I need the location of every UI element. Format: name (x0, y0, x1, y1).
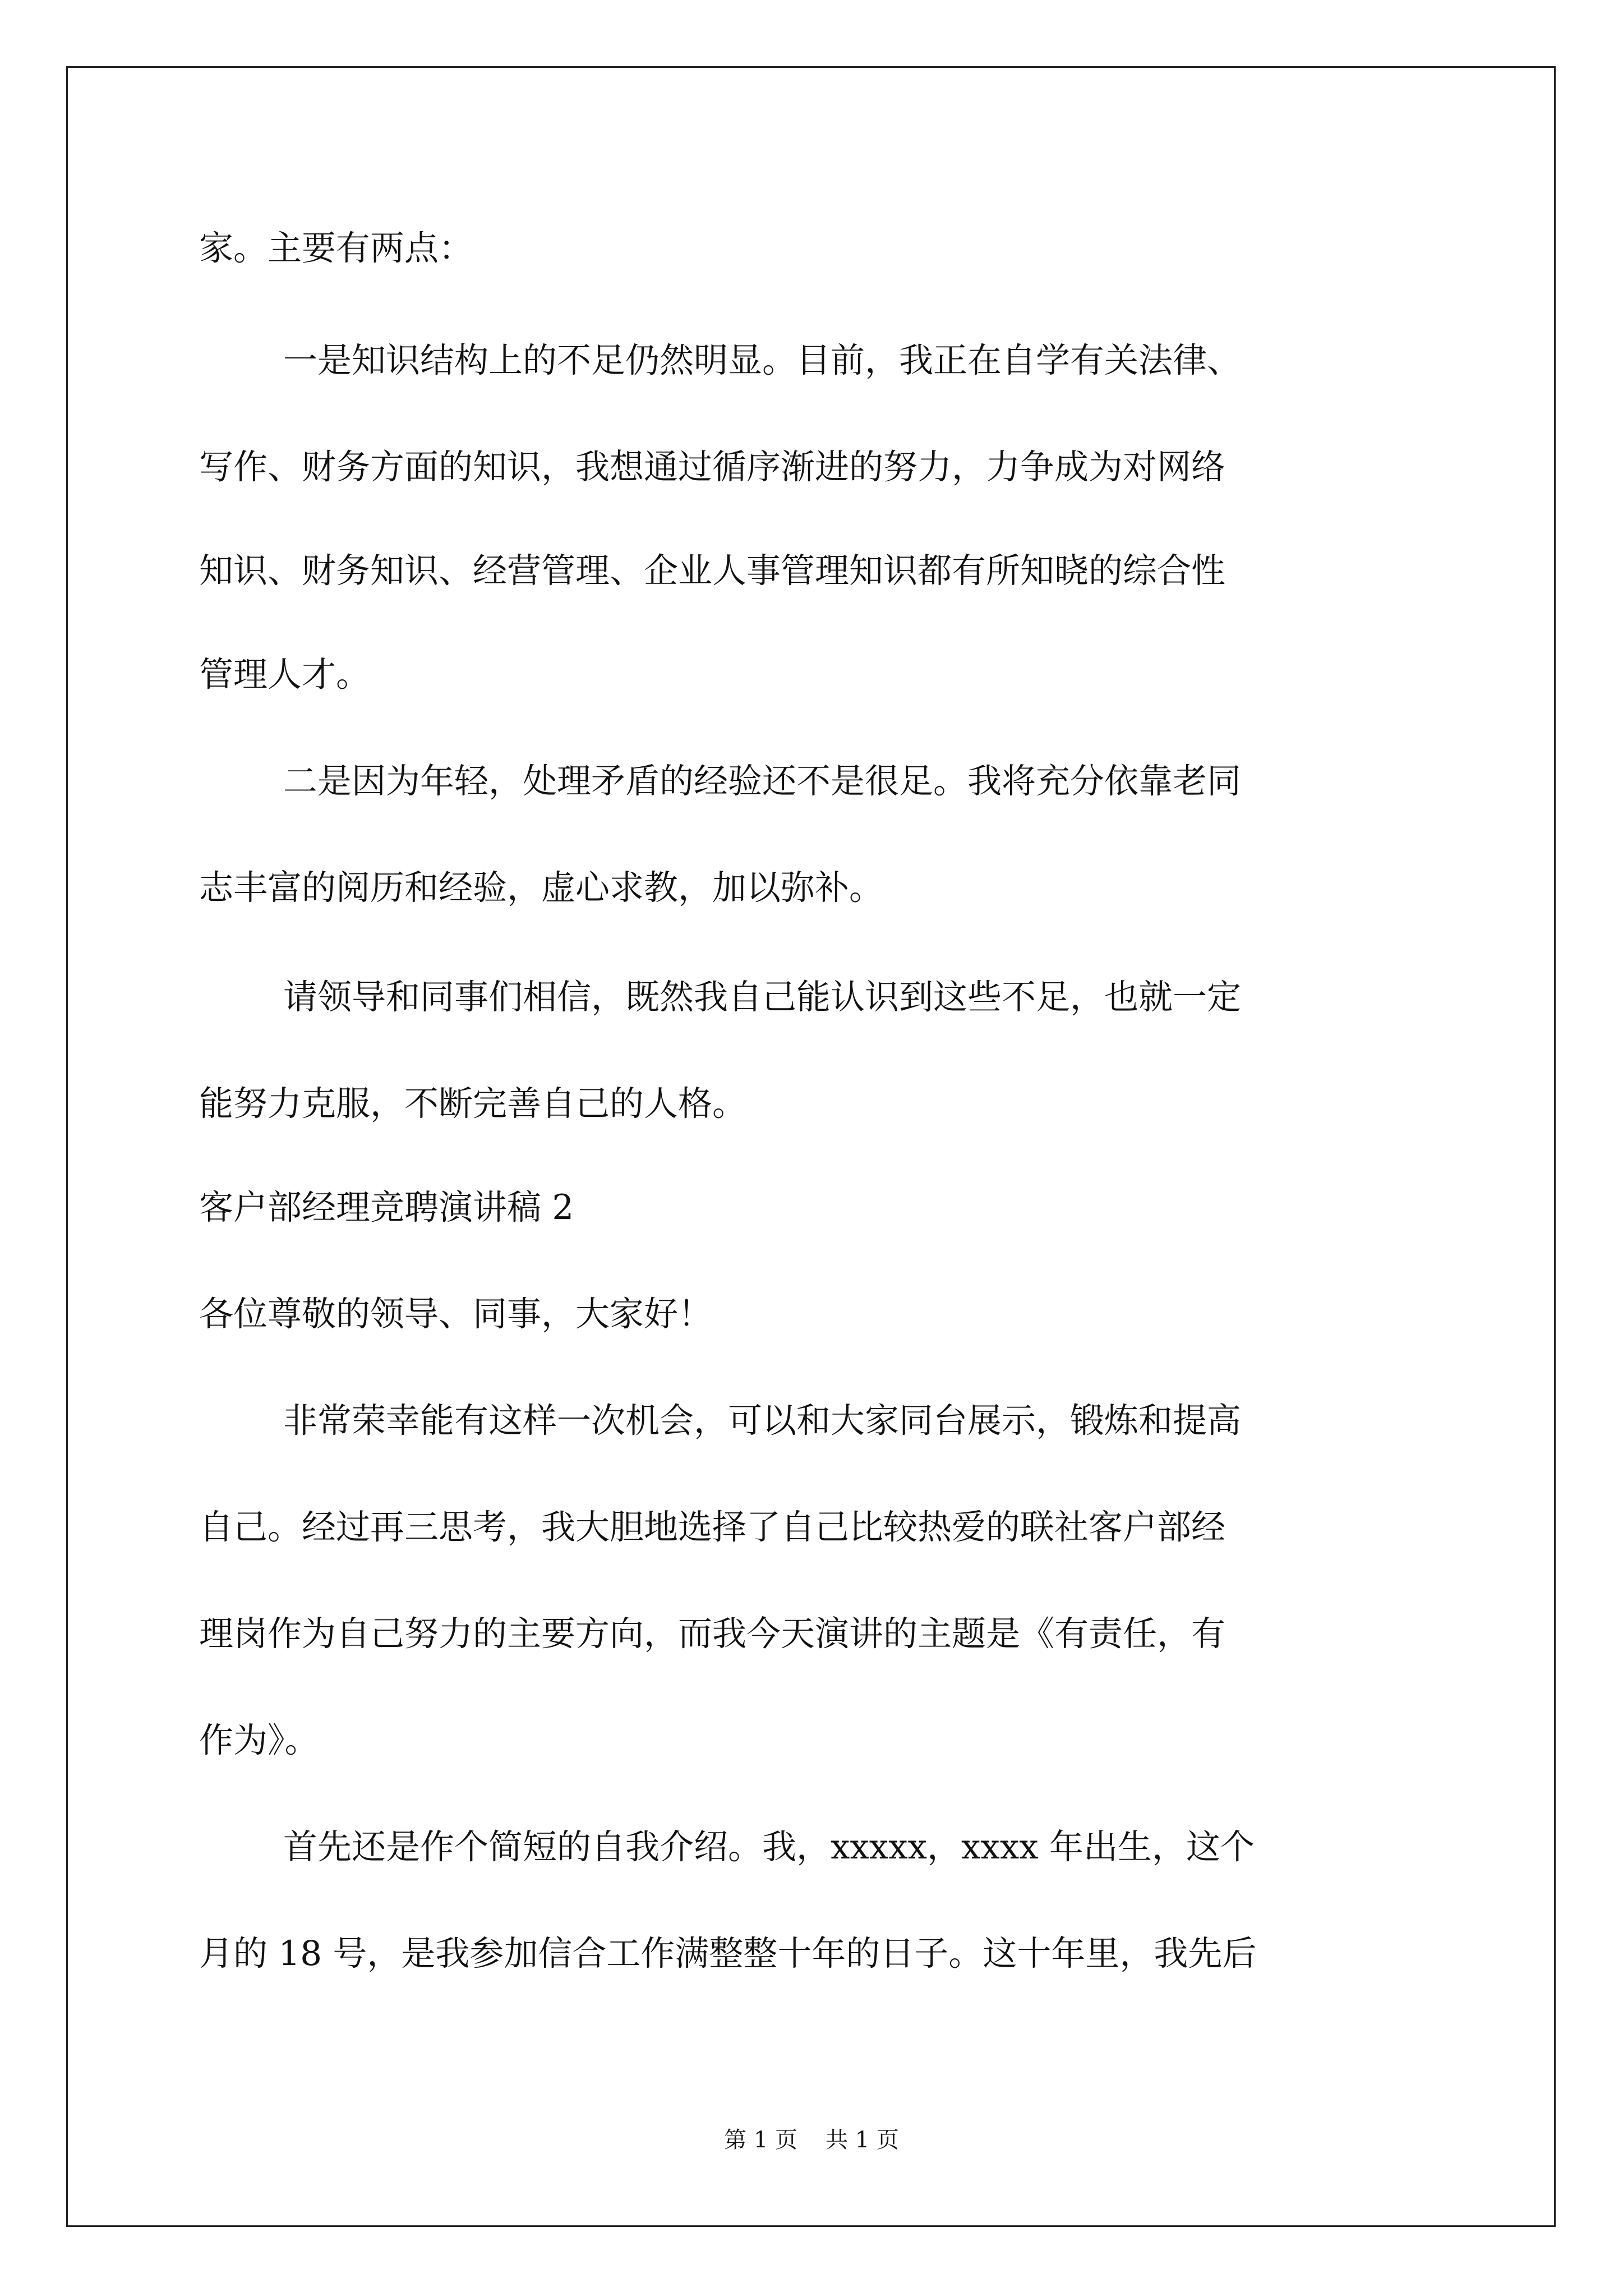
text-line: 各位尊敬的领导、同事，大家好！ (199, 1294, 713, 1334)
text-line: 家。主要有两点： (199, 228, 473, 268)
text-line: 请领导和同事们相信，既然我自己能认识到这些不足，也就一定 (283, 977, 1242, 1017)
text-line: 二是因为年轻，处理矛盾的经验还不是很足。我将充分依靠老同 (283, 761, 1242, 801)
page-number-current: 第 1 页 (724, 2127, 797, 2153)
text-line: 志丰富的阅历和经验，虚心求教，加以弥补。 (199, 868, 884, 908)
page-number-total: 共 1 页 (826, 2127, 899, 2153)
page-border (66, 66, 1556, 2227)
text-line: 写作、财务方面的知识，我想通过循序渐进的努力，力争成为对网络 (199, 447, 1226, 487)
text-line: 理岗作为自己努力的主要方向，而我今天演讲的主题是《有责任，有 (199, 1614, 1226, 1654)
text-line: 自己。经过再三思考，我大胆地选择了自己比较热爱的联社客户部经 (199, 1507, 1226, 1547)
text-line: 管理人才。 (199, 655, 371, 694)
page-footer (0, 2126, 1623, 2154)
text-line: 作为》。 (199, 1720, 319, 1760)
text-line: 月的 18 号，是我参加信合工作满整整十年的日子。这十年里，我先后 (199, 1934, 1257, 1973)
text-line: 一是知识结构上的不足仍然明显。目前，我正在自学有关法律、 (283, 341, 1242, 380)
text-line: 非常荣幸能有这样一次机会，可以和大家同台展示，锻炼和提高 (283, 1401, 1242, 1441)
text-line: 首先还是作个简短的自我介绍。我，xxxxx，xxxx 年出生，这个 (283, 1827, 1255, 1867)
text-line: 知识、财务知识、经营管理、企业人事管理知识都有所知晓的综合性 (199, 551, 1226, 591)
section-heading: 客户部经理竞聘演讲稿 2 (199, 1188, 574, 1227)
text-line: 能努力克服，不断完善自己的人格。 (199, 1084, 747, 1124)
